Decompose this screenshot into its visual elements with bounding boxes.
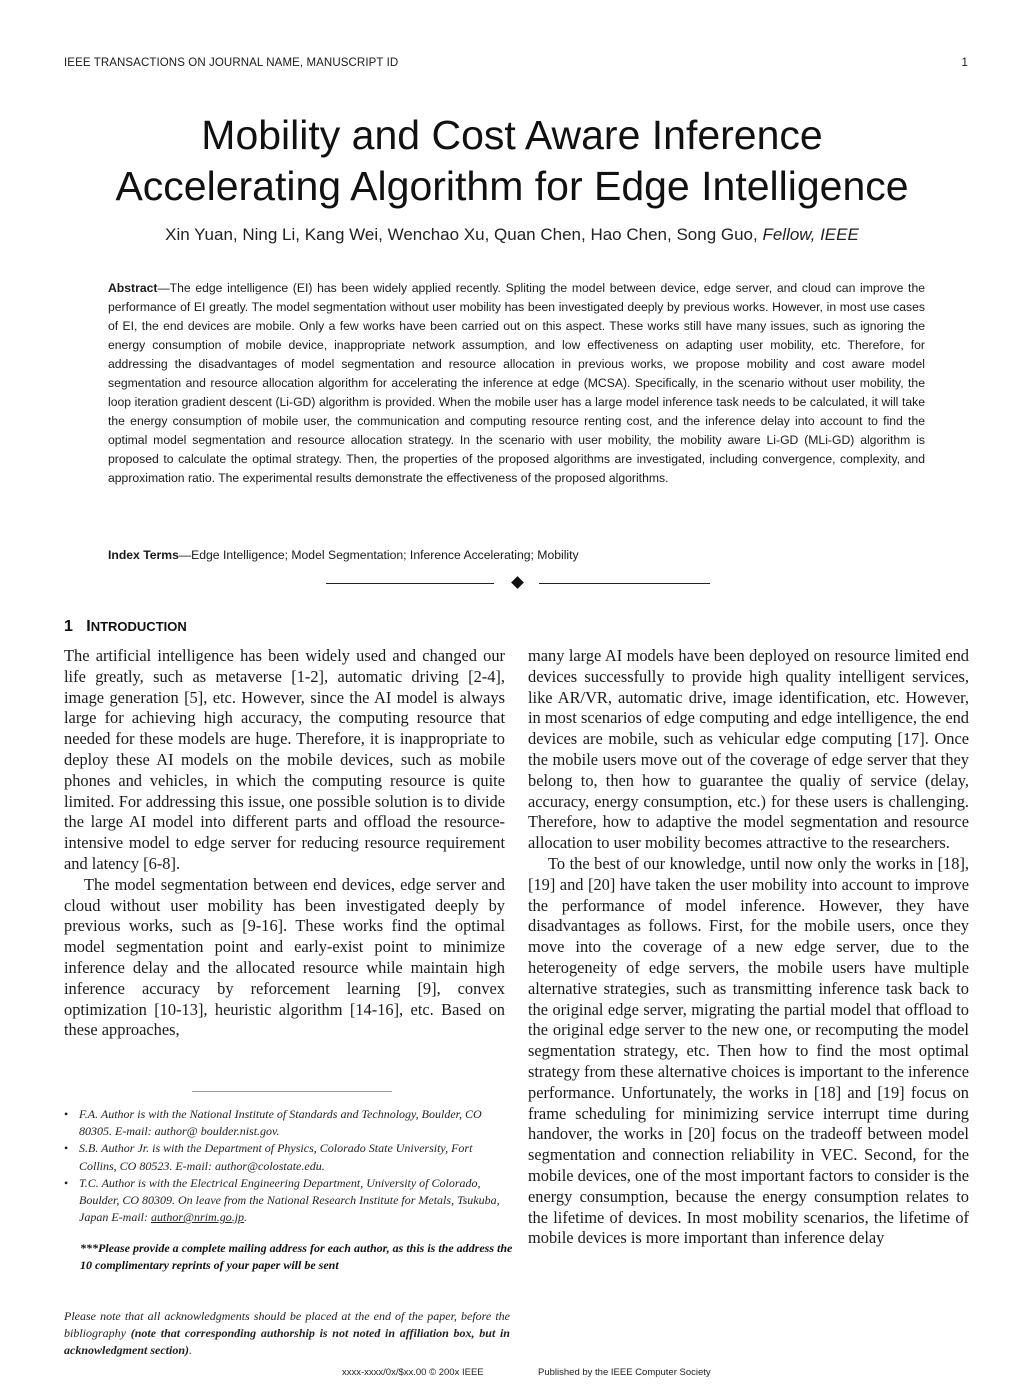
paragraph: many large AI models have been deployed on resource limited end devices successfully to provide high quality intelligent services, like AR/VR, automatic drive, image identification, etc. However, in most scenarios of edge computing and edge intelligence, the end devices are mobile, such as vehicular edge computing [17]. Once the mobile users move out of the coverage of edge server that they belong to, then how to guarantee the qualiy of service (delay, accuracy, energy consumption, etc.) for these users is challenging. Therefore, how to adaptive the model segmentation and resource allocation to user mobility becomes attractive to the researchers. — [528, 646, 969, 853]
separator-rule-right — [539, 583, 710, 584]
ack-end: . — [189, 1343, 192, 1357]
paragraph: The model segmentation between end devices, edge server and cloud without user mobility has been investigated deeply by previous works, such as [9-16]. These works find the optimal model segmentation point and early-exist point to minimize inference delay and the allocated resource while maintain high inference accuracy by reforcement learning [9], convex optimization [10-13], heuristic algorithm [14-16], etc. Based on these approaches, — [64, 874, 505, 1040]
mailing-address-note: ***Please provide a complete mailing address for each author, as this is the address the 10 complimentary reprints of your paper will be sent — [80, 1241, 513, 1272]
author-list — [40, 225, 984, 245]
title-line-2: Accelerating Algorithm for Edge Intelligence — [115, 163, 909, 209]
abstract-label: Abstract — [108, 281, 158, 295]
paragraph: The artificial intelligence has been widely used and changed our life greatly, such as metaverse [1-2], automatic driving [2-4], image generation [5], etc. However, since the AI model is always large for achieving high accuracy, the computing resource that needed for these models are huge. Therefore, it is inappropriate to deploy these AI models on the mobile devices, such as mobile phones and vehicles, in which the computing resource is quite limited. For addressing this issue, one possible solution is to divide the large AI model into different parts and offload the resource-intensive model to edge server for reducing resource requirement and latency [6-8]. — [64, 646, 505, 873]
author-names: Xin Yuan, Ning Li, Kang Wei, Wenchao Xu, Quan Chen, Hao Chen, Song Guo, — [165, 225, 763, 244]
footnote-rule — [192, 1091, 392, 1092]
abstract-text: The edge intelligence (EI) has been widely applied recently. Spliting the model between device, edge server, and cloud can improve the performance of EI greatly. The model segmentation without user mobility has been investigated deeply by previous works. However, in most use cases of EI, the end devices are mobile. Only a few works have been carried out on this aspect. These works still have many issues, such as ignoring the energy consumption of mobile device, inappropriate network assumption, and low effectiveness on adapting user mobility, etc. Therefore, for addressing the disadvantages of model segmentation and resource allocation in previous works, we propose mobility and cost aware model segmentation and resource allocation algorithm for accelerating the inference at edge (MCSA). Specifically, in the scenario without user mobility, the loop iteration gradient descent (Li-GD) algorithm is provided. When the mobile user has a large model inference task needs to be calculated, it will take the energy consumption of mobile user, the communication and computing resource renting cost, and the inference delay into account to find the optimal model segmentation and resource allocation strategy. In the scenario with user mobility, the mobility aware Li-GD (MLi-GD) algorithm is proposed to calculate the optimal strategy. Then, the properties of the proposed algorithms are investigated, including convergence, complexity, and approximation ratio. The experimental results demonstrate the effectiveness of the proposed algorithms. — [108, 281, 925, 485]
separator-rule-left — [326, 583, 494, 584]
affiliation-text: S.B. Author Jr. is with the Department of Physics, Colorado State University, Fort Collins, CO 80523. E-mail: author@colostate.edu. — [79, 1141, 473, 1173]
section-title-rest: NTRODUCTION — [90, 619, 187, 634]
author-affiliations — [64, 1106, 510, 1226]
paragraph: To the best of our knowledge, until now only the works in [18], [19] and [20] have taken the user mobility into account to improve the performance of model inference. However, they have disadvantages as follows. First, for the mobile users, once they move into the coverage of a new edge server, due to the heterogeneity of edge servers, the mobile users have multiple alternative strategies, such as transmitting inference task back to the original edge server, migrating the partial model that offload to the original edge server to the new one, or recomputing the model segmentation strategy, etc. Then how to find the most optimal strategy from these alternative choices is important to the inference performance. Unfortunately, the works in [18] and [19] focus on frame scheduling for minimizing service interrupt time during handover, the works in [20] focus on the tradeoff between model segmentation and connection reliability in VEC. Second, for the mobile devices, one of the most important factors to consider is the energy consumption, because the energy consumption relates to the lifetime of devices. In most mobility scenarios, the lifetime of mobile devices is more important than inference delay — [528, 853, 970, 1248]
page-number: 1 — [961, 57, 968, 69]
author-fellow: Fellow, IEEE — [762, 225, 859, 244]
section-heading — [64, 618, 187, 636]
title-line-1: Mobility and Cost Aware Inference — [201, 112, 823, 158]
index-terms-text: Edge Intelligence; Model Segmentation; Inference Accelerating; Mobility — [191, 548, 579, 562]
publisher-notice: Published by the IEEE Computer Society — [538, 1367, 711, 1378]
body-column-left — [64, 646, 505, 1041]
ack-bold-text: (note that corresponding authorship is not noted in affiliation box, but in acknowledgment section) — [64, 1326, 510, 1357]
affiliation-item — [64, 1106, 510, 1140]
ack-text: Please note that all acknowledgments should be placed at the end of the paper, before the bibliography — [64, 1309, 510, 1340]
acknowledgment-note — [64, 1308, 510, 1359]
section-title-first: I — [86, 618, 91, 635]
index-terms-label: Index Terms — [108, 548, 179, 562]
section-number: 1 — [64, 618, 73, 635]
email-link[interactable]: author@nrim.go.jp — [150, 1210, 245, 1225]
paper-title — [40, 110, 984, 212]
copyright-notice: xxxx-xxxx/0x/$xx.00 © 200x IEEE — [342, 1367, 484, 1378]
index-terms — [108, 548, 925, 562]
running-header — [64, 57, 968, 69]
index-terms-dash: — — [178, 548, 192, 562]
affiliation-item — [64, 1175, 510, 1227]
diamond-icon — [511, 576, 524, 589]
affiliation-item — [64, 1140, 510, 1174]
body-column-right — [528, 646, 969, 1249]
abstract-dash: — — [157, 281, 170, 295]
affiliation-text: T.C. Author is with the Electrical Engineering Department, University of Colorado, Boulder, CO 80309. On leave from the National Research Institute for Metals, Tsukuba, Japan E-mail: — [79, 1175, 500, 1225]
abstract — [108, 279, 925, 488]
affiliation-text: F.A. Author is with the National Institute of Standards and Technology, Boulder, CO 80305. E-mail: author@ boulder.nist.gov. — [79, 1107, 482, 1139]
affiliation-text-end: . — [244, 1210, 248, 1225]
journal-name: IEEE TRANSACTIONS ON JOURNAL NAME, MANUSCRIPT ID — [64, 57, 399, 69]
